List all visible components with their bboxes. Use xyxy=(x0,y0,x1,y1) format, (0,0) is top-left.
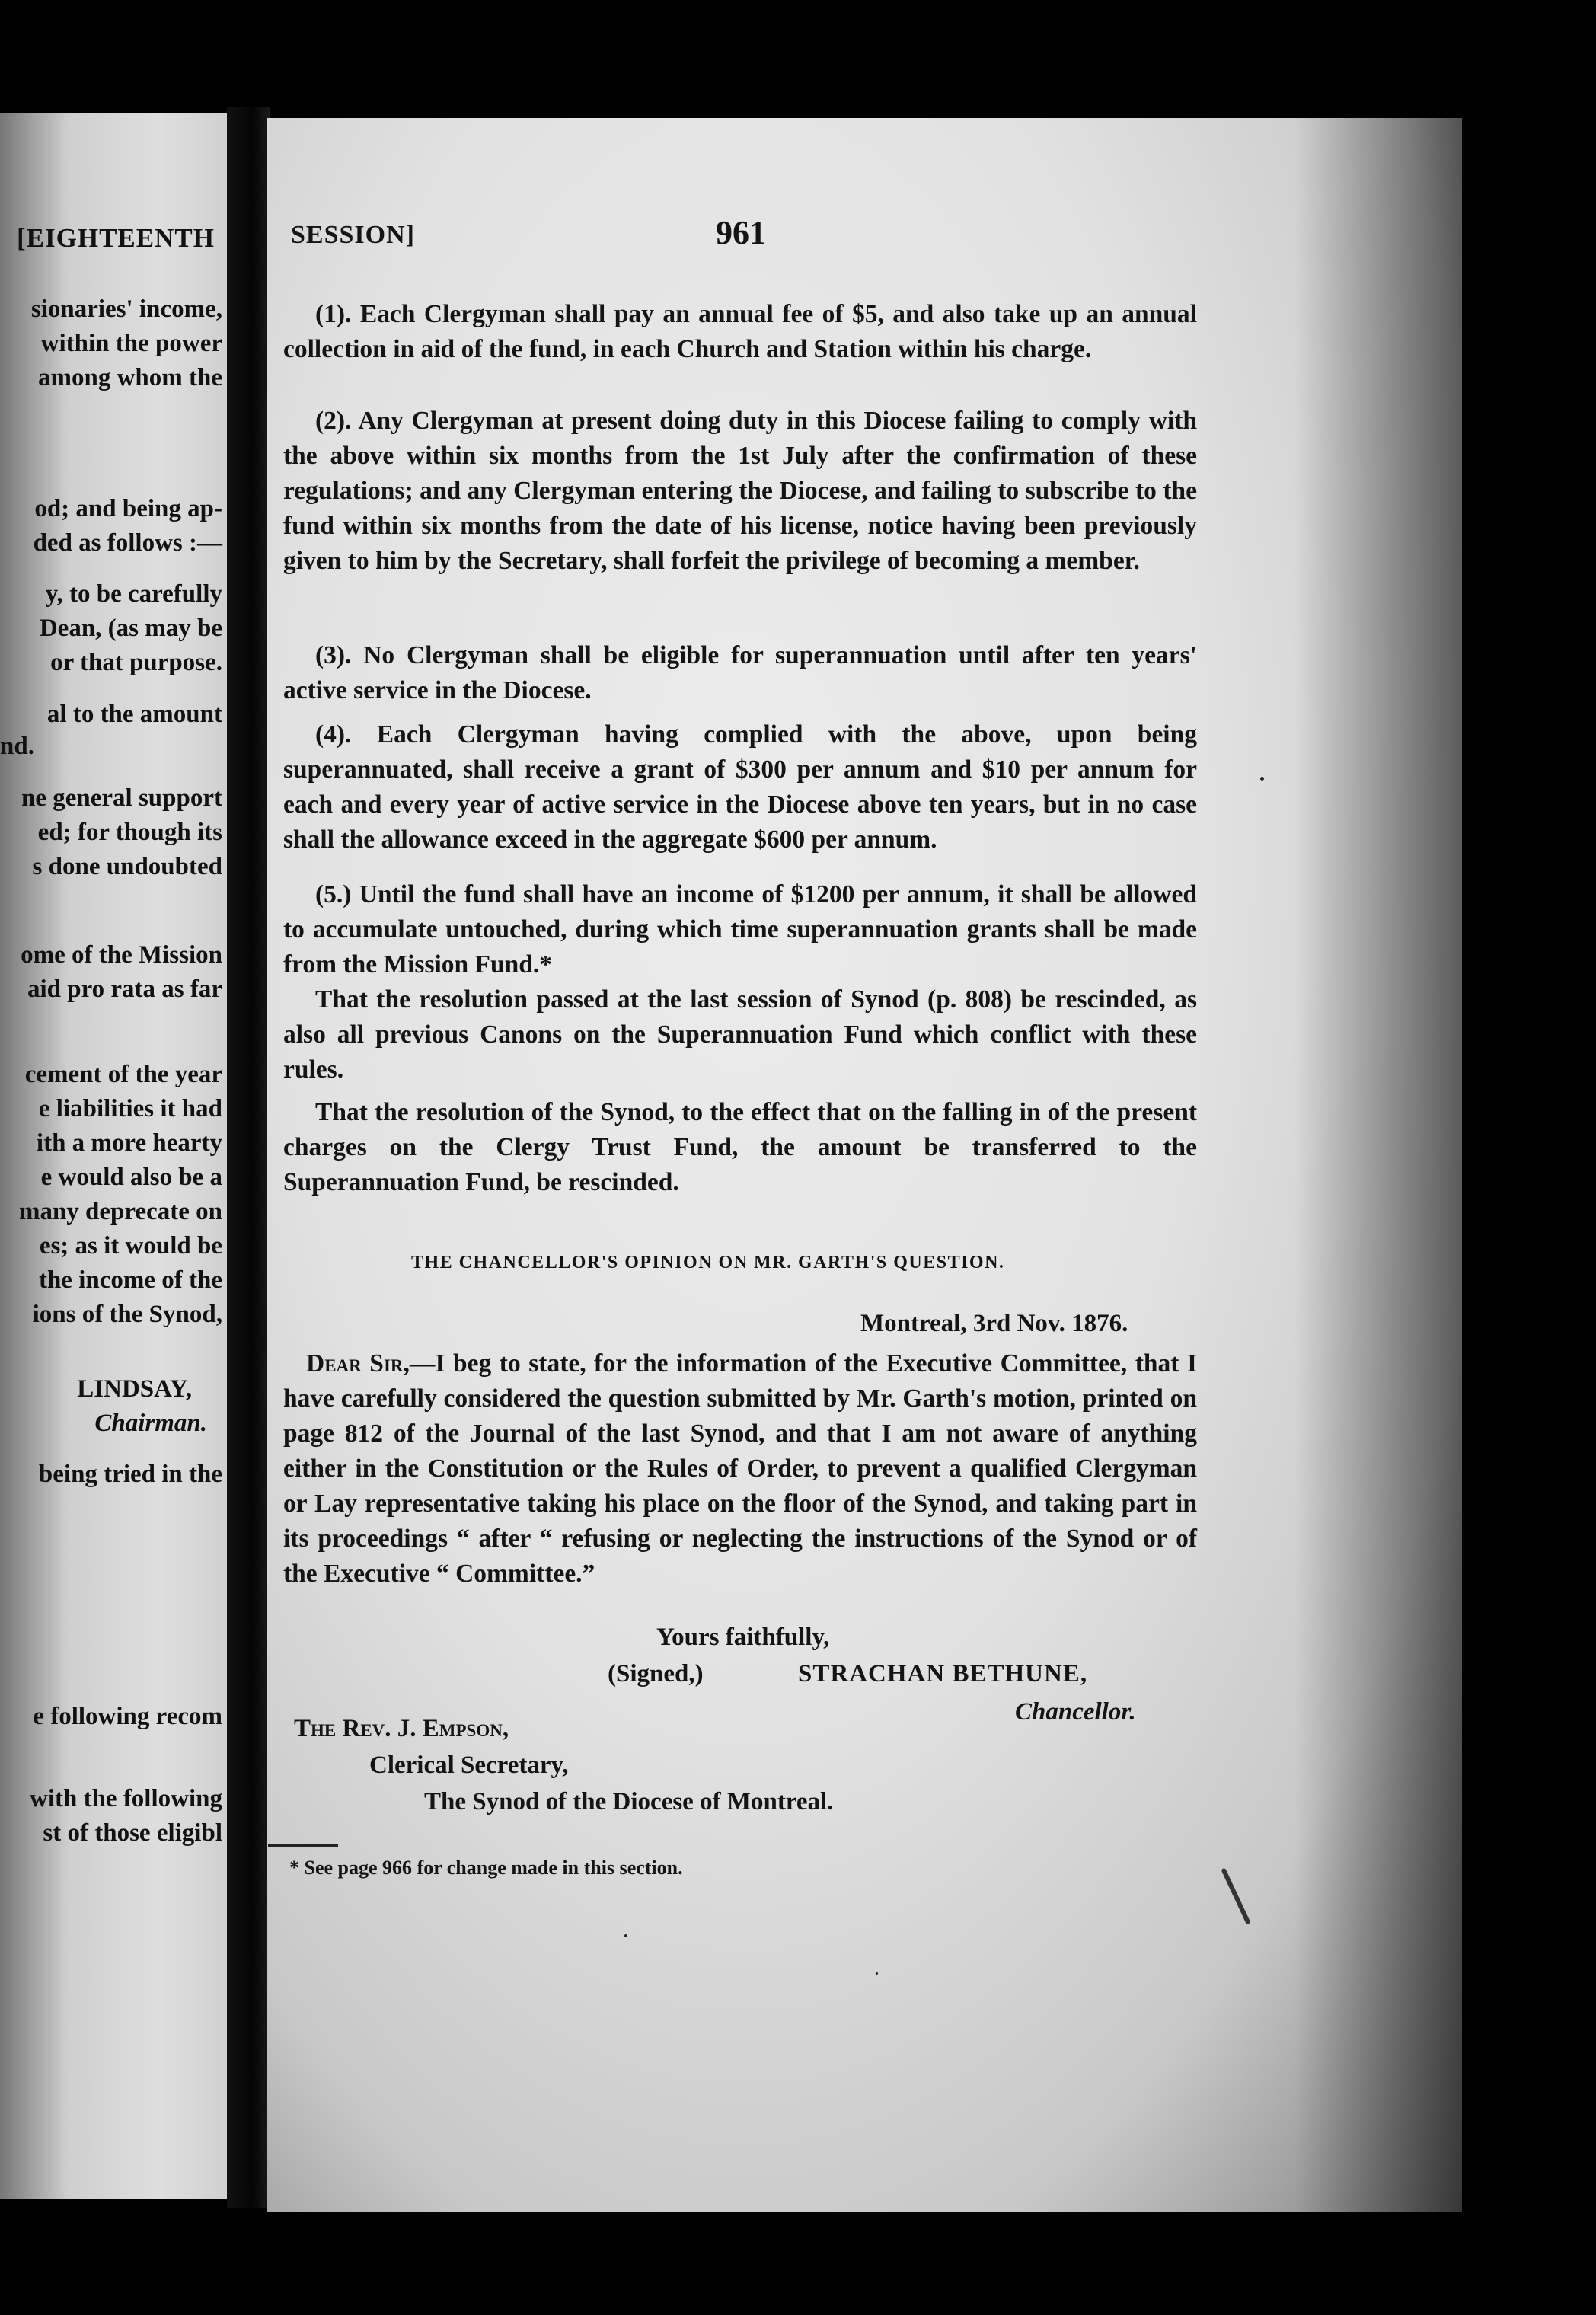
left-line: e would also be a xyxy=(40,1164,222,1191)
left-line: Dean, (as may be xyxy=(39,615,222,642)
left-line: es; as it would be xyxy=(39,1232,222,1260)
footnote: * See page 966 for change made in this section. xyxy=(289,1857,683,1879)
left-line: sionaries' income, xyxy=(30,295,222,323)
letter-body xyxy=(283,1346,1197,1592)
resolution-paragraph-1: That the resolution passed at the last session of Synod (p. 808) be rescinded, as also all previous Canons on the Superannuation Fund which conflict with these rules. xyxy=(283,985,1197,1084)
scan-speck xyxy=(624,1934,627,1937)
left-line: the income of the xyxy=(38,1266,222,1294)
rule-paragraph-2: (2). Any Clergyman at present doing duty in this Diocese failing to comply with the above within six months from the 1st July after the confirmation of these regulations; and any Clergyman entering the Diocese, and failing to subscribe to the fund within six months from the date of his license, notice having been previously given to him by the Secretary, shall forfeit the privilege of becoming a member. xyxy=(283,407,1197,575)
left-line: ded as follows :— xyxy=(33,529,222,557)
left-line: e liabilities it had xyxy=(38,1095,222,1122)
left-line: among whom the xyxy=(37,364,222,391)
left-line: ions of the Synod, xyxy=(32,1301,222,1328)
letter-date: Montreal, 3rd Nov. 1876. xyxy=(860,1310,1128,1337)
left-line: y, to be carefully xyxy=(45,580,222,608)
rule-paragraph-4: (4). Each Clergyman having complied with the above, upon being superannuated, shall receive a grant of $300 per annum and $10 per annum for each and every year of active service in the Diocese above ten years, but in no case shall the allowance exceed in the aggregate $600 per annum. xyxy=(283,720,1197,854)
left-line: ome of the Mission xyxy=(21,941,222,969)
page-gutter xyxy=(227,107,270,2208)
signatory-name: STRACHAN BETHUNE, xyxy=(798,1660,1088,1688)
signatory-title: Chancellor. xyxy=(1015,1698,1136,1726)
rule-paragraph-5: (5.) Until the fund shall have an income of $1200 per annum, it shall be allowed to accumulate untouched, during which time superannuation grants shall be made from the Mission Fund.* xyxy=(283,880,1197,979)
page-number: 961 xyxy=(716,214,766,251)
left-line: aid pro rata as far xyxy=(27,975,222,1003)
left-line: od; and being ap- xyxy=(34,495,222,522)
left-line: within the power xyxy=(40,330,222,357)
left-line: ne general support xyxy=(21,784,222,812)
left-line: LINDSAY, xyxy=(77,1375,192,1403)
left-page-header: [EIGHTEENTH xyxy=(17,223,215,253)
letter-text: —I beg to state, for the information of the Executive Committee, that I have carefully considered the question submitted by Mr. Garth's motion, printed on page 812 of the Journal of the last Synod, and that I am not aware of anything either in the Constitution or the Rules of Order, to prevent a qualified Clergyman or Lay representative taking his place on the floor of the Synod, and taking part in its proceedings “ after “ refusing or neglecting the instructions of the Synod or of the Executive “ Committee.” xyxy=(283,1349,1197,1588)
left-line: nd. xyxy=(0,733,34,760)
left-line: al to the amount xyxy=(46,701,222,728)
running-header: SESSION] xyxy=(291,221,415,249)
left-line: or that purpose. xyxy=(50,649,222,676)
scan-speck xyxy=(1260,777,1264,781)
left-line: st of those eligibl xyxy=(43,1819,222,1847)
left-line: ith a more hearty xyxy=(36,1129,222,1157)
scan-edge-shadow xyxy=(1294,118,1596,2212)
letter-closing: Yours faithfully, xyxy=(656,1624,830,1651)
left-line: s done undoubted xyxy=(32,853,222,880)
scan-speck xyxy=(876,1972,878,1975)
left-line: Chairman. xyxy=(94,1410,207,1437)
section-heading: THE CHANCELLOR'S OPINION ON MR. GARTH'S QUESTION. xyxy=(411,1253,1005,1272)
letter-salutation: Dear Sir, xyxy=(306,1349,410,1378)
left-line: being tried in the xyxy=(38,1461,222,1488)
signed-label: (Signed,) xyxy=(608,1660,704,1688)
left-line: cement of the year xyxy=(24,1061,222,1088)
addressee-name: The Rev. J. Empson, xyxy=(294,1715,509,1742)
rule-paragraph-1: (1). Each Clergyman shall pay an annual fee of $5, and also take up an annual collection in aid of the fund, in each Church and Station within his charge. xyxy=(283,300,1197,363)
left-line: ed; for though its xyxy=(37,819,222,846)
rule-paragraph-3: (3). No Clergyman shall be eligible for superannuation until after ten years' active service in the Diocese. xyxy=(283,641,1197,704)
footnote-rule xyxy=(268,1844,338,1847)
left-line: e following recom xyxy=(33,1703,222,1730)
left-line: many deprecate on xyxy=(18,1198,222,1225)
left-facing-page xyxy=(0,113,228,2199)
addressee-role: Clerical Secretary, xyxy=(369,1751,569,1779)
resolution-paragraph-2: That the resolution of the Synod, to the effect that on the falling in of the present charges on the Clergy Trust Fund, the amount be transferred to the Superannuation Fund, be rescinded. xyxy=(283,1098,1197,1196)
left-line: with the following xyxy=(29,1785,222,1812)
addressee-organization: The Synod of the Diocese of Montreal. xyxy=(424,1788,834,1815)
